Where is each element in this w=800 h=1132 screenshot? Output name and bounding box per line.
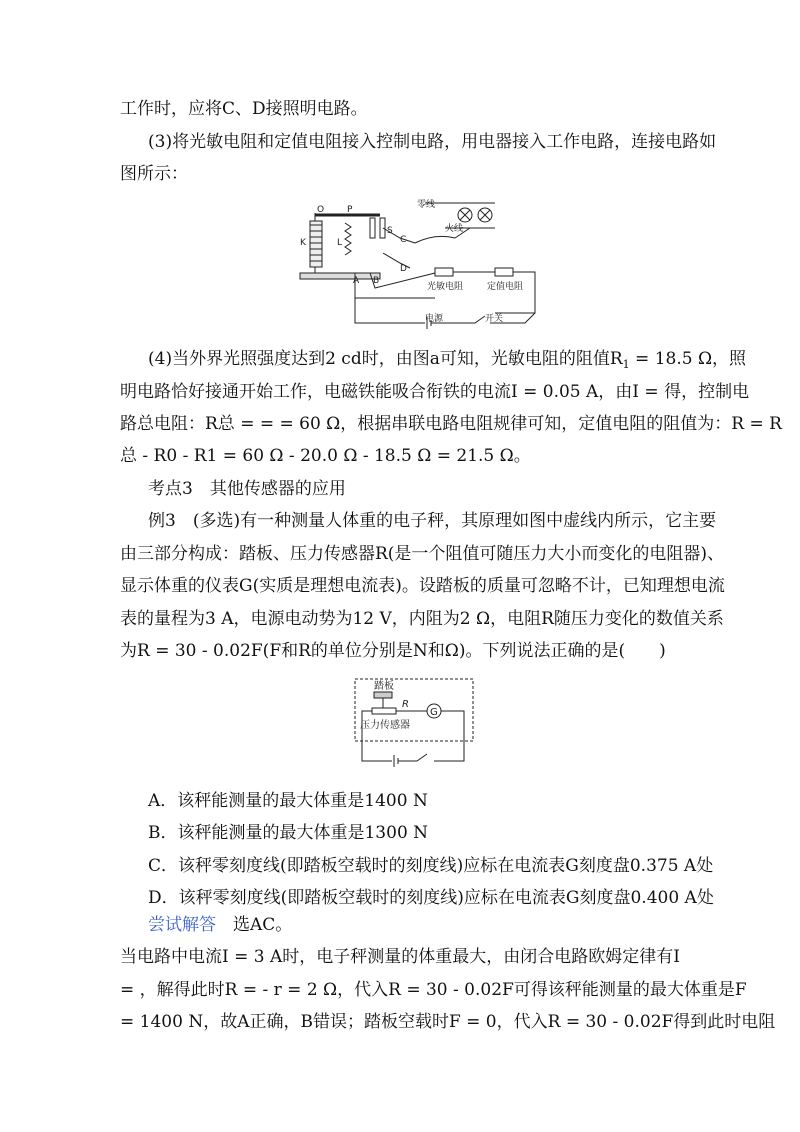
text-line: 显示体重的仪表G(实质是理想电流表)。设踏板的质量可忽略不计，已知理想电流 <box>120 576 725 596</box>
section-heading: 考点3 其他传感器的应用 <box>148 479 346 499</box>
label-pressure-sensor: 压力传感器 <box>360 720 410 731</box>
relay-circuit-figure <box>295 193 555 333</box>
text-line: = ，解得此时R = - r = 2 Ω，代入R = 30 - 0.02F可得该秤能测量的最大体重是F <box>120 980 747 1000</box>
option-c: C．该秤零刻度线(即踏板空载时的刻度线)应标在电流表G刻度盘0.375 A处 <box>148 856 714 876</box>
label-B: B <box>373 276 380 286</box>
label-switch: 开关 <box>485 314 504 324</box>
label-photo-resistor: 光敏电阻 <box>427 282 464 292</box>
label-A: A <box>353 276 360 286</box>
label-pedal: 踏板 <box>374 681 394 692</box>
label-S: S <box>387 226 393 236</box>
label-O: O <box>317 205 325 215</box>
label-C: C <box>400 235 407 245</box>
text-line: 由三部分构成：踏板、压力传感器R(是一个阻值可随压力大小而变化的电阻器)、 <box>120 544 725 564</box>
text-line: 例3 (多选)有一种测量人体重的电子秤，其原理如图中虚线内所示，它主要 <box>148 511 717 531</box>
label-zero-line: 零线 <box>417 200 436 210</box>
try-answer-label: 尝试解答 <box>148 915 216 935</box>
text-line: 工作时，应将C、D接照明电路。 <box>120 99 368 119</box>
label-P: P <box>347 205 353 215</box>
text-line: 为R = 30 - 0.02F(F和R的单位分别是N和Ω)。下列说法正确的是( ) <box>120 641 666 661</box>
label-G: G <box>430 707 438 718</box>
option-b: B．该秤能测量的最大体重是1300 N <box>148 823 429 843</box>
text-line: 路总电阻：R总 = = = 60 Ω，根据串联电路电阻规律可知，定值电阻的阻值为：R = R <box>120 414 782 434</box>
label-R: R <box>402 699 409 710</box>
scale-circuit-figure <box>352 676 477 771</box>
label-fixed-resistor: 定值电阻 <box>487 282 524 292</box>
text-line: 当电路中电流I = 3 A时，电子秤测量的体重最大，由闭合电路欧姆定律有I <box>120 947 680 967</box>
label-D: D <box>400 264 407 274</box>
text-line: 总 - R0 - R1 = 60 Ω - 20.0 Ω - 18.5 Ω = 21.5 Ω。 <box>120 446 531 466</box>
text-line: 表的量程为3 A，电源电动势为12 V，内阻为2 Ω，电阻R随压力变化的数值关系 <box>120 609 724 629</box>
label-L: L <box>337 238 343 248</box>
text-line: = 1400 N，故A正确，B错误；踏板空载时F = 0，代入R = 30 - 0.02F得到此时电阻 <box>120 1012 776 1032</box>
text-line: 图所示： <box>120 164 188 184</box>
text-line: (4)当外界光照强度达到2 cd时，由图a可知，光敏电阻的阻值$R_1 = 18.5$ Ω，照 <box>148 349 747 371</box>
label-fire-line: 火线 <box>445 224 464 234</box>
text-line: 明电路恰好接通开始工作，电磁铁能吸合衔铁的电流I = 0.05 A，由I = 得，控制电 <box>120 382 750 402</box>
option-d: D．该秤零刻度线(即踏板空载时的刻度线)应标在电流表G刻度盘0.400 A处 <box>148 888 714 908</box>
answer-line: 尝试解答 选AC。 <box>148 915 293 935</box>
text-line: (3)将光敏电阻和定值电阻接入控制电路，用电器接入工作电路，连接电路如 <box>148 132 717 152</box>
label-source: 电源 <box>425 314 444 324</box>
label-K: K <box>300 238 306 248</box>
option-a: A．该秤能测量的最大体重是1400 N <box>148 791 428 811</box>
